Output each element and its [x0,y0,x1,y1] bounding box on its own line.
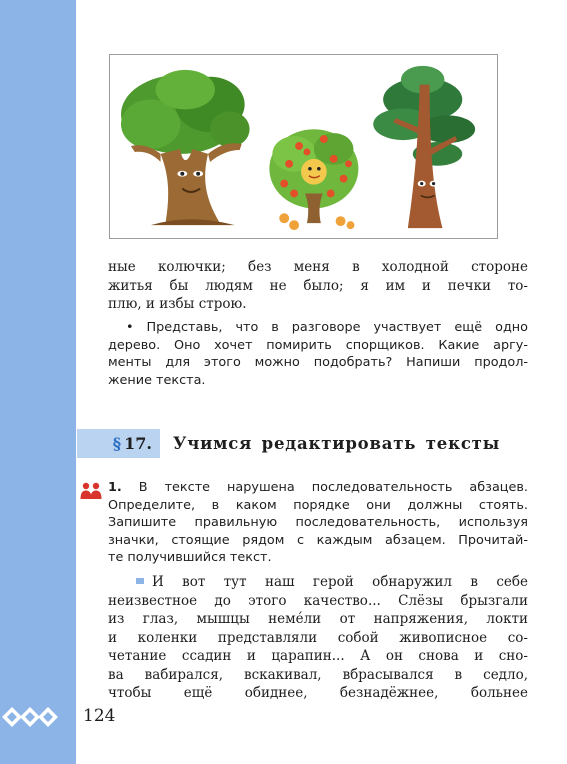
page-sidebar [0,0,76,764]
pine-tree-icon [373,66,475,228]
text-line: житья бы людям не было; я им и печки то- [108,277,528,294]
section-sign: § [112,434,122,453]
exercise-number: 1. [108,480,122,495]
section-title: Учимся редактировать тексты [173,434,501,453]
section-number: 17. [124,434,152,453]
diamond-ornament-icon [0,702,76,732]
blue-square-icon [136,578,144,584]
text-line: те получившийся текст. [108,550,272,565]
excerpt-paragraph [108,573,528,703]
text-line: менты для этого можно подобрать? Напиши продол- [108,355,528,370]
page-number: 124 [83,706,116,726]
paragraph-continuation [108,258,528,314]
pair-work-icon [79,482,103,500]
exercise-1 [108,479,528,567]
text-line: неизвестное до этого качество... Слёзы брызгали [108,592,528,609]
section-heading [77,429,525,458]
text-line [108,573,528,592]
text-line: Определите, в каком порядке они должны стоять. [108,497,528,513]
text-line: Запишите правильную последовательность, используя [108,515,528,530]
text-line: плю, и избы строю. [108,296,247,312]
oak-tree-icon [121,70,250,225]
text-line: из глаз, мышцы немéли от напряжения, локти [108,611,528,627]
exercise-text: В тексте нарушена последовательность абзацев. [138,480,528,495]
text-line: дерево. Оно хочет помирить спорщиков. Какие аргу- [108,337,528,353]
text-line: • Представь, что в разговоре участвует ещё одно [126,320,528,335]
section-number-badge [77,429,160,458]
text-line [108,479,528,497]
talking-trees-picture [110,55,497,238]
text-line: ные колючки; без меня в холодной стороне [108,259,528,275]
text-line: четание ссадин и царапин... А он снова и сно- [108,648,528,664]
excerpt-first-line: И вот тут наш герой обнаружил в себе [152,574,528,590]
trees-illustration [109,54,498,239]
text-line: чтобы ещё обиднее, безнадёжнее, больнее [108,685,528,701]
text-line: жение текста. [108,372,206,388]
apple-tree-icon [269,129,358,230]
text-line: и коленки представляли собой живописное со- [108,629,528,646]
writing-task [108,319,528,389]
text-line: значки, стоящие рядом с каждым абзацем. Прочитай- [108,532,528,548]
text-line: ва вабирался, вскакивал, вбрасывался в седло, [108,666,528,683]
